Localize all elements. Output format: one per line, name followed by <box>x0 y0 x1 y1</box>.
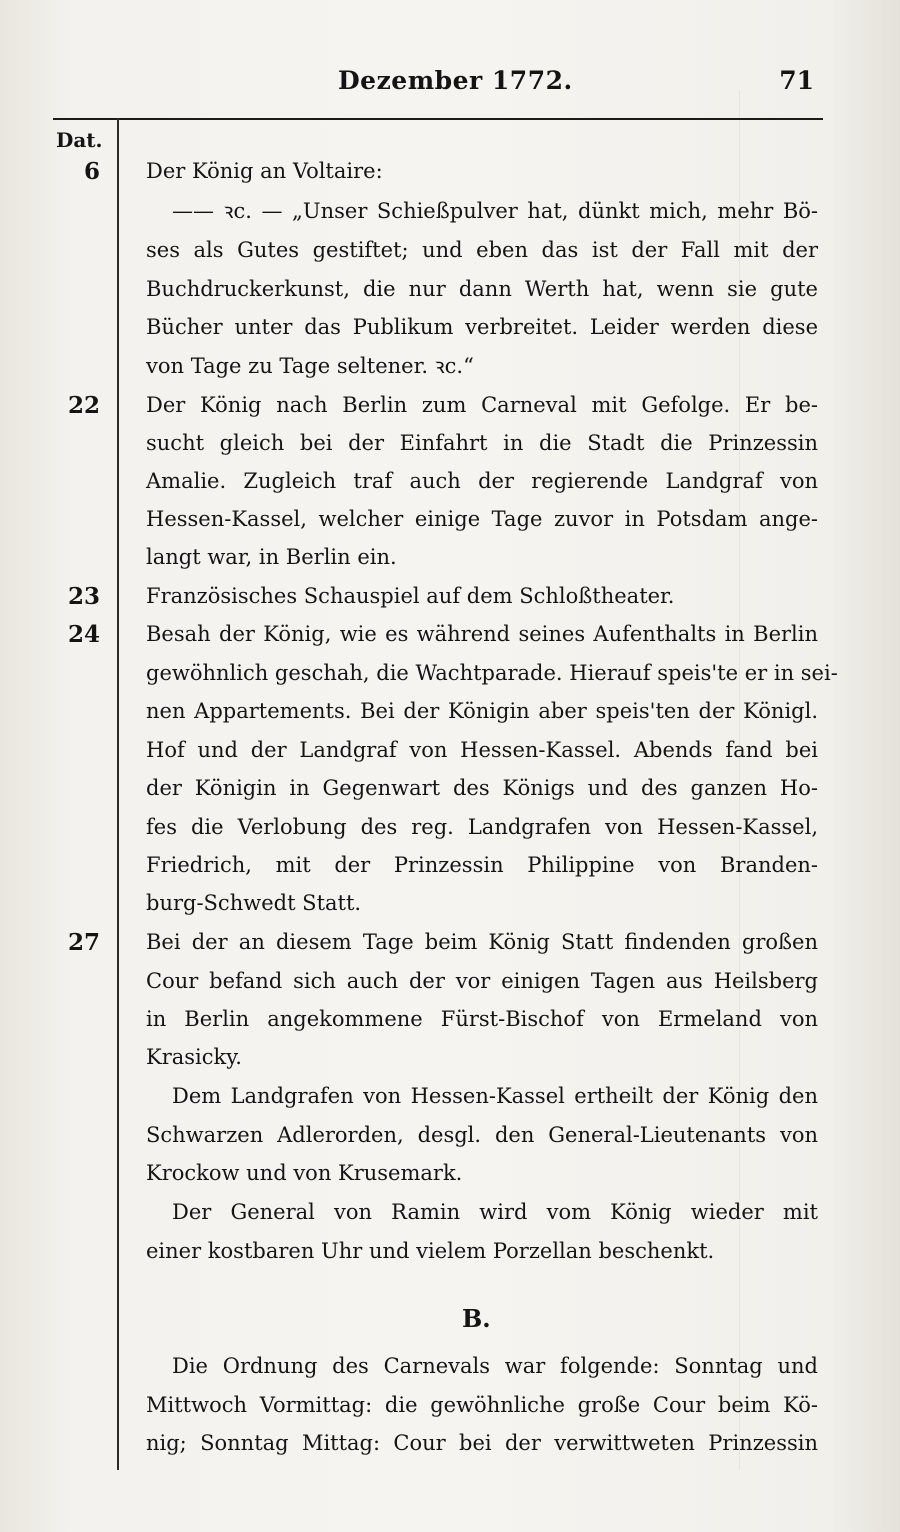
entry-date: 23 <box>67 583 100 610</box>
entry-text-line: Hessen-Kassel, welcher einige Tage zuvor in Potsdam ange- <box>146 507 818 531</box>
date-column-rule <box>117 118 119 1470</box>
entry-date: 6 <box>83 158 100 185</box>
entry-text-line: Bücher unter das Publikum verbreitet. Leider werden diese <box>146 315 818 339</box>
paragraph-line: einer kostbaren Uhr und vielem Porzellan beschenkt. <box>146 1239 715 1263</box>
entry-date: 24 <box>67 621 100 648</box>
entry-text-line: Buchdruckerkunst, die nur dann Werth hat, wenn sie gute <box>146 277 818 301</box>
entry-text-line: gewöhnlich geschah, die Wachtparade. Hierauf speis'te er in sei- <box>146 661 838 685</box>
section-text-line: Mittwoch Vormittag: die gewöhnliche große Cour beim Kö- <box>146 1393 818 1417</box>
entry-text-line: ses als Gutes gestiftet; und eben das ist der Fall mit der <box>146 238 818 262</box>
entry-text-line: —— ꝛc. — „Unser Schießpulver hat, dünkt mich, mehr Bö- <box>172 199 818 223</box>
entry-text-line: der Königin in Gegenwart des Königs und des ganzen Ho- <box>146 776 818 800</box>
entry-date: 27 <box>67 929 100 956</box>
entry-text-line: langt war, in Berlin ein. <box>146 545 397 569</box>
entry-text-line: von Tage zu Tage seltener. ꝛc.“ <box>146 354 474 378</box>
date-column-label: Dat. <box>56 128 103 152</box>
entry-text-line: Krasicky. <box>146 1045 242 1069</box>
page-number: 71 <box>779 66 814 95</box>
section-text-line: nig; Sonntag Mittag: Cour bei der verwittweten Prinzessin <box>146 1431 818 1455</box>
entry-text-line: Friedrich, mit der Prinzessin Philippine von Branden- <box>146 853 818 877</box>
entry-text-line: nen Appartements. Bei der Königin aber speis'ten der Königl. <box>146 699 818 723</box>
page-header <box>0 66 900 106</box>
paragraph-line: Der General von Ramin wird vom König wieder mit <box>172 1200 818 1224</box>
paragraph-line: Krockow und von Krusemark. <box>146 1161 463 1185</box>
entry-text-line: fes die Verlobung des reg. Landgrafen von Hessen-Kassel, <box>146 815 818 839</box>
entry-date: 22 <box>67 392 100 419</box>
entry-text-line: Besah der König, wie es während seines Aufenthalts in Berlin <box>146 622 818 646</box>
entry-text-line: Hof und der Landgraf von Hessen-Kassel. Abends fand bei <box>146 738 818 762</box>
header-rule <box>53 118 823 120</box>
entry-text-line: Der König nach Berlin zum Carneval mit Gefolge. Er be- <box>146 393 818 417</box>
paragraph-line: Schwarzen Adlerorden, desgl. den General-Lieutenants von <box>146 1123 818 1147</box>
entry-text-line: sucht gleich bei der Einfahrt in die Stadt die Prinzessin <box>146 431 818 455</box>
section-heading: B. <box>462 1304 491 1333</box>
section-text-line: Die Ordnung des Carnevals war folgende: Sonntag und <box>172 1354 818 1378</box>
running-title: Dezember 1772. <box>338 66 573 95</box>
paragraph-line: Dem Landgrafen von Hessen-Kassel ertheilt der König den <box>172 1084 818 1108</box>
entry-text-line: in Berlin angekommene Fürst-Bischof von Ermeland von <box>146 1007 818 1031</box>
entry-text-line: Der König an Voltaire: <box>146 159 383 183</box>
entry-text-line: burg-Schwedt Statt. <box>146 891 362 915</box>
entry-text-line: Amalie. Zugleich traf auch der regierende Landgraf von <box>146 469 818 493</box>
entry-text-line: Französisches Schauspiel auf dem Schloßtheater. <box>146 584 675 608</box>
entry-text-line: Cour befand sich auch der vor einigen Tagen aus Heilsberg <box>146 969 818 993</box>
entry-text-line: Bei der an diesem Tage beim König Statt findenden großen <box>146 930 818 954</box>
